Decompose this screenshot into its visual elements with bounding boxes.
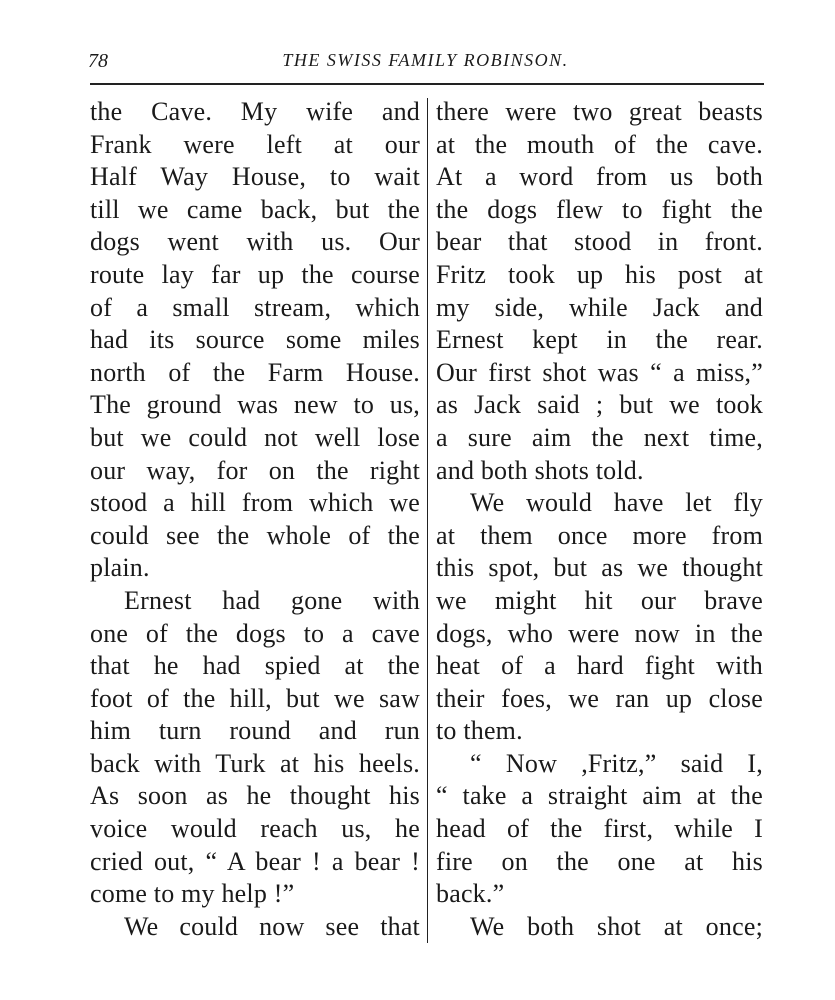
text-line: and both shots told. (436, 455, 644, 485)
text-line: back with Turk at his heels. (90, 748, 420, 778)
text-line: their foes, we ran up close (436, 683, 763, 713)
left-column (90, 96, 420, 943)
text-line: till we came back, but the (90, 194, 420, 224)
text-line: Our first shot was “ a miss,” (436, 357, 763, 387)
text-line: as Jack said ; but we took (436, 390, 763, 420)
text-line: we might hit our brave (436, 585, 763, 615)
text-line: come to my help !” (90, 879, 295, 909)
text-line: As soon as he thought his (90, 781, 420, 811)
text-line: north of the Farm House. (90, 357, 420, 387)
text-line: head of the first, while I (436, 814, 763, 844)
text-line: Half Way House, to wait (90, 162, 420, 192)
right-column (436, 96, 763, 943)
text-line: at them once more from (436, 520, 763, 550)
text-line: dogs went with us. Our (90, 227, 420, 257)
column-divider (427, 98, 428, 943)
text-line: had its source some miles (90, 325, 420, 355)
text-line: Frank were left at our (90, 129, 420, 159)
text-line: “ Now ,Fritz,” said I, (470, 748, 763, 778)
text-line: my side, while Jack and (436, 292, 763, 322)
text-line: of a small stream, which (90, 292, 420, 322)
text-line: fire on the one at his (436, 846, 763, 876)
text-line: Ernest had gone with (124, 585, 420, 615)
text-line: the dogs flew to fight the (436, 194, 763, 224)
text-line: dogs, who were now in the (436, 618, 763, 648)
text-line: Fritz took up his post at (436, 259, 763, 289)
page-header (88, 50, 763, 80)
text-line: route lay far up the course (90, 259, 420, 289)
text-line: the Cave. My wife and (90, 97, 420, 126)
text-line: We would have let fly (470, 488, 763, 518)
text-line: cried out, “ A bear ! a bear ! (90, 846, 420, 876)
text-line: could see the whole of the (90, 520, 420, 550)
text-line: him turn round and run (90, 716, 420, 746)
text-line: We both shot at once; (470, 911, 763, 941)
text-line: to them. (436, 716, 523, 746)
text-line: one of the dogs to a cave (90, 618, 420, 648)
text-line: bear that stood in front. (436, 227, 763, 257)
text-line: there were two great beasts (436, 97, 763, 126)
text-line: foot of the hill, but we saw (90, 683, 420, 713)
text-line: Ernest kept in the rear. (436, 325, 763, 355)
text-line: The ground was new to us, (90, 390, 420, 420)
text-line: this spot, but as we thought (436, 553, 763, 583)
page-number: 78 (88, 50, 108, 72)
text-line: at the mouth of the cave. (436, 129, 763, 159)
text-line: our way, for on the right (90, 455, 420, 485)
text-line: “ take a straight aim at the (436, 781, 763, 811)
text-line: At a word from us both (436, 162, 763, 192)
text-line: a sure aim the next time, (436, 422, 763, 452)
running-title: THE SWISS FAMILY ROBINSON. (282, 50, 569, 70)
text-line: heat of a hard fight with (436, 651, 763, 681)
text-line: back.” (436, 879, 505, 909)
text-line: voice would reach us, he (90, 814, 420, 844)
text-line: that he had spied at the (90, 651, 420, 681)
text-line: but we could not well lose (90, 422, 420, 452)
text-line: stood a hill from which we (90, 488, 420, 518)
header-rule (90, 83, 764, 85)
text-line: plain. (90, 553, 150, 583)
text-line: We could now see that (124, 911, 420, 941)
